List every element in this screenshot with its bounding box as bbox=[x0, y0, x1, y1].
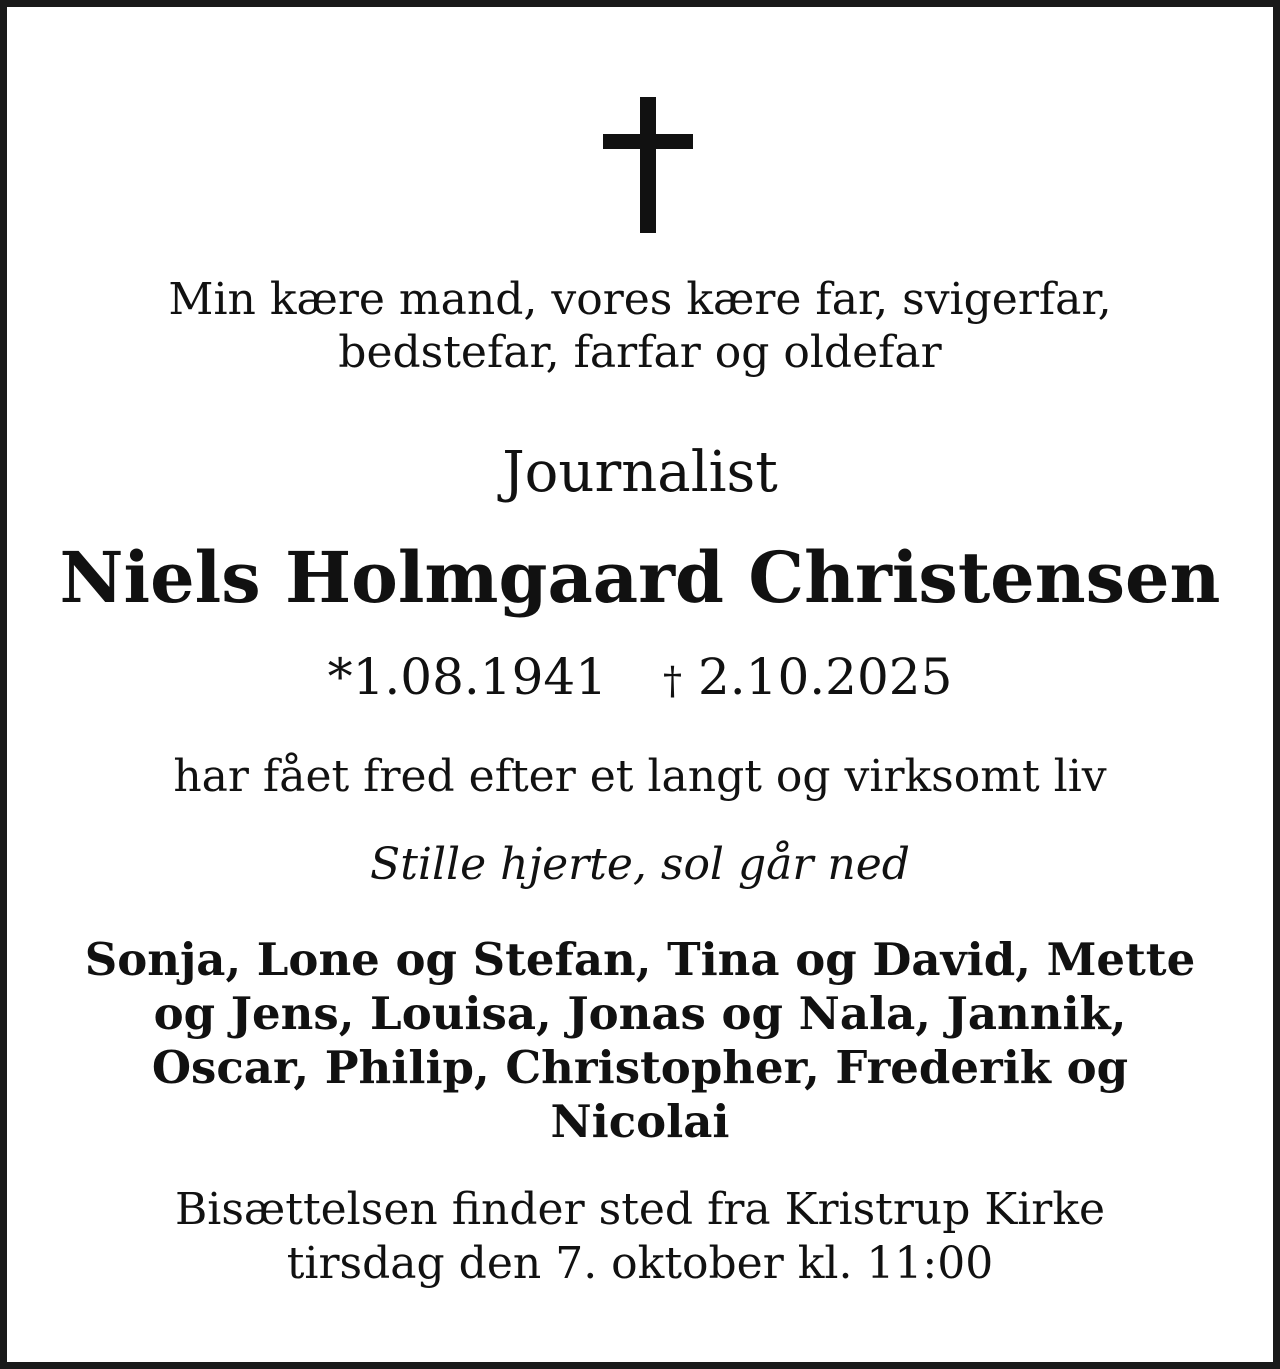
intro-line: Min kære mand, vores kære far, svigerfar, bbox=[168, 274, 1112, 325]
ceremony-line: Bisættelsen finder sted fra Kristrup Kirke bbox=[174, 1184, 1106, 1235]
deceased-name: Niels Holmgaard Christensen bbox=[59, 536, 1221, 619]
cross-vertical-bar bbox=[640, 97, 656, 233]
mourners-line: Nicolai bbox=[550, 1095, 730, 1148]
birth-date: *1.08.1941 bbox=[327, 648, 608, 706]
life-dates bbox=[7, 647, 1273, 711]
small-cross-icon: † bbox=[663, 659, 683, 703]
mourners-list bbox=[7, 933, 1273, 1149]
cross-icon bbox=[603, 97, 693, 233]
mourners-line: Oscar, Philip, Christopher, Frederik og bbox=[151, 1041, 1129, 1094]
peace-text: har fået fred efter et langt og virksomt liv bbox=[173, 751, 1107, 802]
death-date: 2.10.2025 bbox=[682, 648, 953, 706]
memorial-quote: Stille hjerte, sol går ned bbox=[370, 839, 910, 890]
mourners-line: Sonja, Lone og Stefan, Tina og David, Mette bbox=[84, 933, 1196, 986]
ceremony-line: tirsdag den 7. oktober kl. 11:00 bbox=[286, 1238, 994, 1289]
death-date-group bbox=[663, 647, 952, 711]
intro-line: bedstefar, farfar og oldefar bbox=[338, 327, 942, 378]
mourners-line: og Jens, Louisa, Jonas og Nala, Jannik, bbox=[153, 987, 1127, 1040]
deceased-title: Journalist bbox=[502, 440, 778, 505]
cross-horizontal-bar bbox=[603, 134, 693, 149]
intro-text bbox=[7, 273, 1273, 379]
ceremony-info bbox=[7, 1183, 1273, 1291]
